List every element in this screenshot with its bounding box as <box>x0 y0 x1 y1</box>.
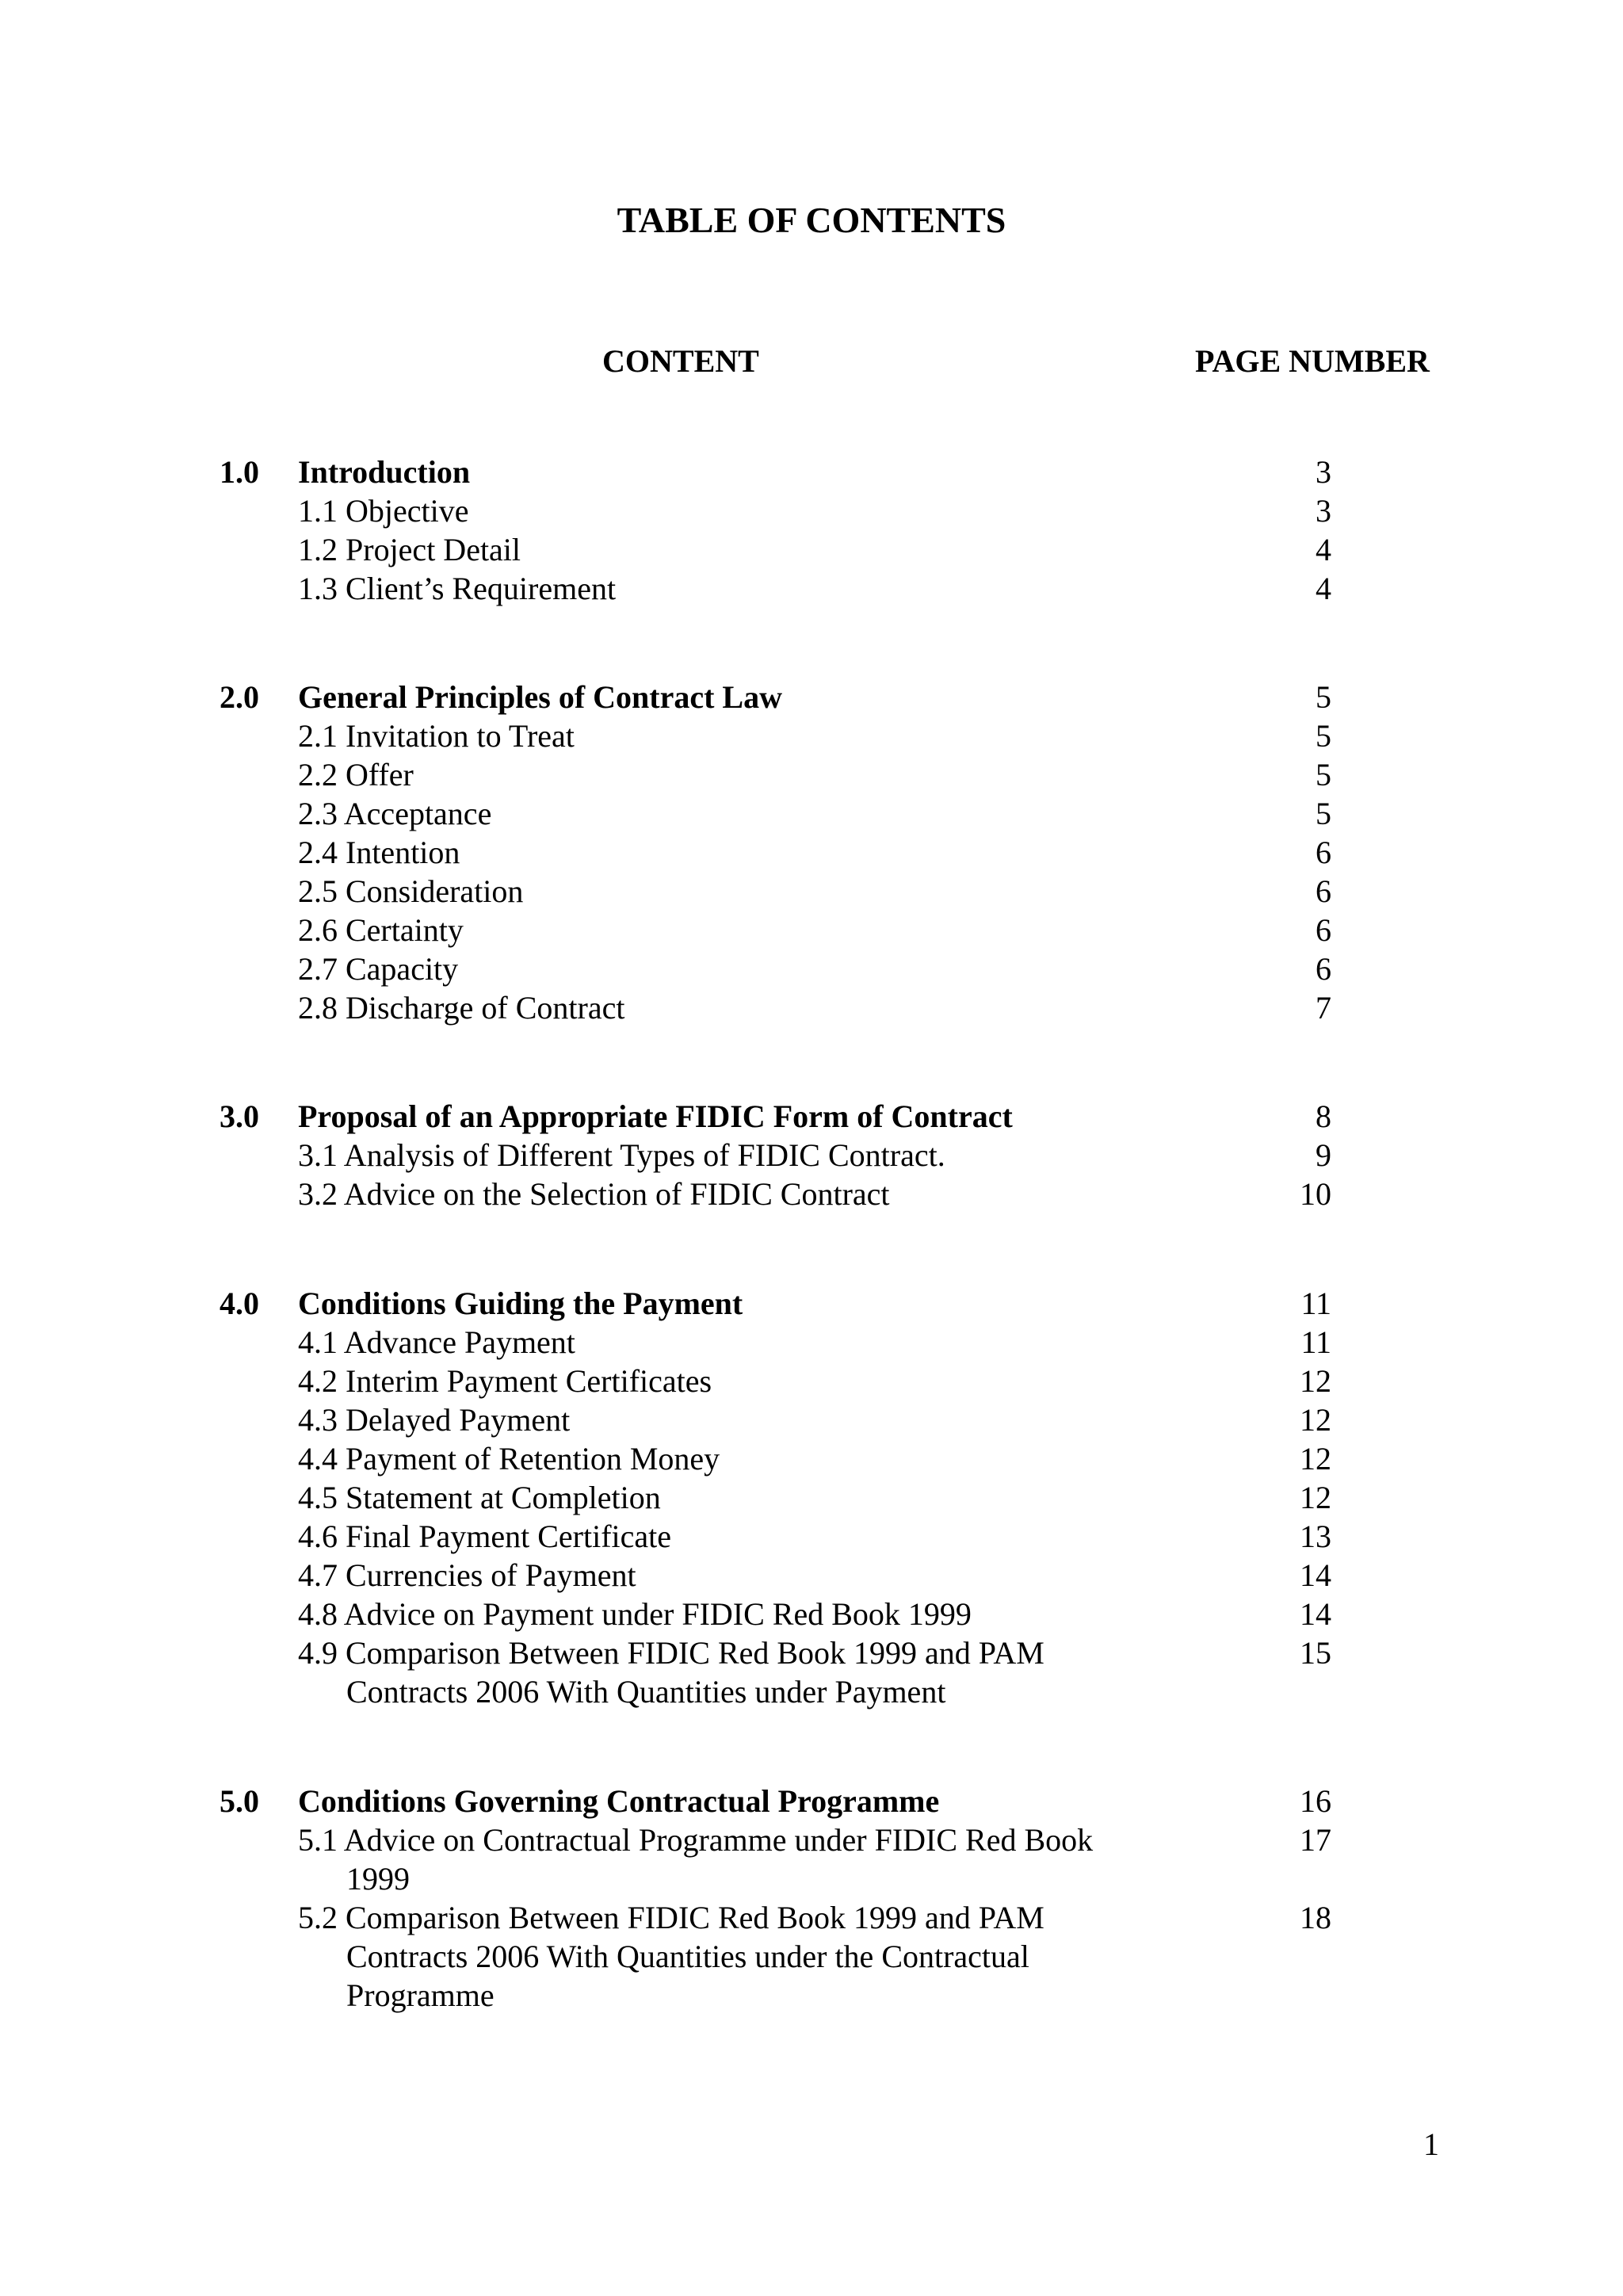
page-title: TABLE OF CONTENTS <box>617 200 1006 240</box>
item-label: 4.1 Advance Payment <box>298 1324 575 1360</box>
item-page: 12 <box>1300 1363 1331 1399</box>
item-label: 2.4 Intention <box>298 835 460 870</box>
section-page: 3 <box>1316 454 1331 490</box>
item-label-continuation: 1999 <box>346 1861 410 1897</box>
item-page: 5 <box>1316 718 1331 754</box>
item-page: 10 <box>1300 1176 1331 1212</box>
item-page: 14 <box>1300 1596 1331 1632</box>
section-title: Conditions Governing Contractual Programme <box>298 1783 940 1819</box>
item-label: 4.4 Payment of Retention Money <box>298 1441 720 1477</box>
item-label: 2.3 Acceptance <box>298 796 492 831</box>
item-page: 5 <box>1316 757 1331 793</box>
item-page: 14 <box>1300 1557 1331 1593</box>
item-label: 2.5 Consideration <box>298 873 524 909</box>
item-label: 2.1 Invitation to Treat <box>298 718 575 754</box>
item-label: 4.5 Statement at Completion <box>298 1480 661 1515</box>
item-page: 3 <box>1316 493 1331 529</box>
section-number: 2.0 <box>220 679 259 715</box>
item-label-continuation: Contracts 2006 With Quantities under the Contractual <box>346 1939 1029 1974</box>
item-label: 3.2 Advice on the Selection of FIDIC Contract <box>298 1176 890 1212</box>
section-page: 8 <box>1316 1098 1331 1134</box>
item-label <box>298 1820 1130 1898</box>
item-page: 6 <box>1316 835 1331 870</box>
item-label-continuation: Contracts 2006 With Quantities under Payment <box>346 1674 946 1710</box>
item-label <box>298 1898 1130 2015</box>
section-number: 1.0 <box>220 454 259 490</box>
item-label: 2.6 Certainty <box>298 912 464 948</box>
item-label: 1.2 Project Detail <box>298 532 521 567</box>
section-title: General Principles of Contract Law <box>298 679 782 715</box>
item-page: 9 <box>1316 1137 1331 1173</box>
item-page: 11 <box>1300 1324 1331 1360</box>
item-label-continuation: Programme <box>346 1977 495 2013</box>
item-label-line: 4.9 Comparison Between FIDIC Red Book 1999 and PAM <box>298 1635 1044 1671</box>
item-page: 5 <box>1316 796 1331 831</box>
section-title: Conditions Guiding the Payment <box>298 1286 743 1321</box>
item-label: 1.1 Objective <box>298 493 469 529</box>
section-number: 5.0 <box>220 1783 259 1819</box>
section-page: 5 <box>1316 679 1331 715</box>
item-page: 7 <box>1316 990 1331 1026</box>
item-page: 4 <box>1316 571 1331 606</box>
item-label: 4.3 Delayed Payment <box>298 1402 571 1438</box>
item-label: 2.7 Capacity <box>298 951 459 987</box>
footer-page-number: 1 <box>1423 2126 1439 2162</box>
item-label-line: 5.2 Comparison Between FIDIC Red Book 1999 and PAM <box>298 1900 1044 1935</box>
content-column-header: CONTENT <box>602 343 759 379</box>
item-page: 12 <box>1300 1441 1331 1477</box>
section-number: 4.0 <box>220 1286 259 1321</box>
section-number: 3.0 <box>220 1098 259 1134</box>
item-page: 12 <box>1300 1480 1331 1515</box>
item-label-line: 5.1 Advice on Contractual Programme under FIDIC Red Book <box>298 1822 1094 1858</box>
item-label: 4.8 Advice on Payment under FIDIC Red Book 1999 <box>298 1596 972 1632</box>
section-page: 16 <box>1300 1783 1331 1819</box>
section-title: Introduction <box>298 454 471 490</box>
item-label: 4.6 Final Payment Certificate <box>298 1519 671 1554</box>
section-page: 11 <box>1300 1286 1331 1321</box>
item-page: 6 <box>1316 912 1331 948</box>
item-label: 2.8 Discharge of Contract <box>298 990 625 1026</box>
item-page: 13 <box>1300 1519 1331 1554</box>
item-page: 4 <box>1316 532 1331 567</box>
item-page: 12 <box>1300 1402 1331 1438</box>
item-page: 15 <box>1300 1635 1331 1671</box>
section-title: Proposal of an Appropriate FIDIC Form of Contract <box>298 1098 1013 1134</box>
item-label: 1.3 Client’s Requirement <box>298 571 617 606</box>
item-label <box>298 1633 1130 1711</box>
item-page: 17 <box>1300 1822 1331 1858</box>
item-label: 4.7 Currencies of Payment <box>298 1557 636 1593</box>
item-label: 2.2 Offer <box>298 757 414 793</box>
item-page: 6 <box>1316 873 1331 909</box>
page-number-column-header: PAGE NUMBER <box>1195 343 1430 379</box>
item-page: 18 <box>1300 1900 1331 1935</box>
item-label: 4.2 Interim Payment Certificates <box>298 1363 712 1399</box>
item-page: 6 <box>1316 951 1331 987</box>
item-label: 3.1 Analysis of Different Types of FIDIC Contract. <box>298 1137 945 1173</box>
